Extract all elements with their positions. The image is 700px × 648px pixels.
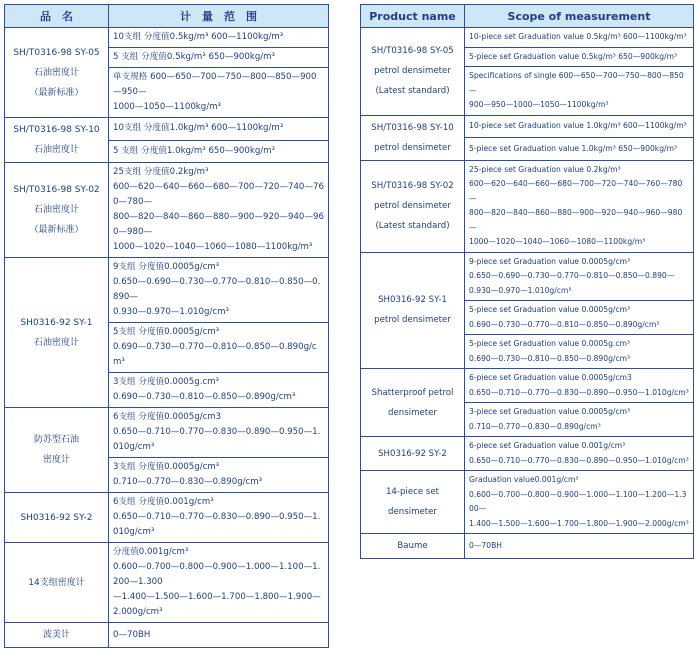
- product-name-text: Shatterproof petrol densimeter: [371, 387, 454, 418]
- table-body-cn: [5, 28, 329, 648]
- table-row: [5, 623, 329, 648]
- scope-text: 3-piece set Graduation value 0.0005g/cm³ 0.710—0.770—0.830—0.890g/cm³: [469, 407, 631, 431]
- table-row: [5, 28, 329, 48]
- scope-text: 5-piece set Graduation value 0.0005g/cm³ 0.690—0.730—0.770—0.810—0.850—0.890g/cm³: [469, 305, 660, 329]
- product-name-cell-en: [361, 252, 465, 369]
- product-name-text: 防苏型石油 密度计: [33, 435, 79, 465]
- scope-cell-en: [465, 47, 694, 67]
- product-name-text: 14支组密度计: [28, 577, 85, 588]
- product-name-text: SH0316-92 SY-2: [378, 448, 447, 459]
- scope-cell-en: [465, 160, 694, 252]
- scope-cell-cn: [109, 623, 329, 648]
- table-row: [361, 534, 694, 559]
- table-row: [5, 258, 329, 323]
- scope-cell-en: [465, 138, 694, 161]
- product-name-text: 波美计: [42, 630, 70, 640]
- scope-text: 10-piece set Graduation value 1.0kg/m³ 600—1100kg/m³: [469, 121, 687, 130]
- scope-cell-en: [465, 67, 694, 116]
- table-row: [361, 115, 694, 138]
- scope-cell-en: [465, 471, 694, 534]
- scope-text: 10-piece set Graduation value 0.5kg/m³ 600—1100kg/m³: [469, 32, 687, 41]
- chinese-spec-table: [4, 4, 329, 648]
- product-name-text: SH0316-92 SY-2: [20, 512, 93, 523]
- scope-cell-en: [465, 403, 694, 437]
- product-name-cell-cn: [5, 258, 109, 408]
- product-name-cell-en: [361, 471, 465, 534]
- product-name-cell-cn: [5, 118, 109, 163]
- scope-text: 6支组 分度值0.001g/cm³ 0.650—0.710—0.770—0.830—0.890—0.950—1.010g/cm³: [113, 497, 321, 537]
- product-name-cell-cn: [5, 543, 109, 623]
- scope-cell-cn: [109, 118, 329, 141]
- scope-text: 0—70BH: [469, 540, 503, 550]
- scope-text: 5支组 分度值0.0005g/cm³ 0.690—0.730—0.770—0.810—0.850—0.890g/cm³: [113, 327, 317, 367]
- table-row: [5, 163, 329, 258]
- table-row: [5, 543, 329, 623]
- scope-cell-cn: [109, 543, 329, 623]
- scope-cell-cn: [109, 140, 329, 163]
- product-name-text: SH0316-92 SY-1 petrol densimeter: [374, 295, 451, 326]
- table-row: [361, 160, 694, 252]
- product-name-text: SH/T0316-98 SY-02 石油密度计 （最新标准）: [13, 185, 100, 235]
- scope-text: 25支组 分度值0.2kg/m³ 600—620—640—660—680—700—720—740—760—780— 800—820—840—860—880—900—920—940—960—980— 1000—1020—1040—1060—1080—1100kg/m³: [113, 167, 324, 252]
- scope-text: 9支组 分度值0.0005g/cm³ 0.650—0.690—0.730—0.770—0.810—0.850—0.890— 0.930—0.970—1.010g/cm³: [113, 262, 321, 317]
- scope-text: 分度值0.001g/cm³ 0.600—0.700—0.800—0.900—1.000—1.100—1.200—1.300 —1.400—1.500—1.600—1.700—1.800—1.900—2.000g/cm³: [113, 547, 321, 617]
- scope-text: 5 支组 分度值1.0kg/m³ 650—900kg/m³: [113, 145, 275, 156]
- product-name-text: SH/T0316-98 SY-05 石油密度计 （最新标准）: [13, 47, 100, 98]
- product-name-cell-cn: [5, 163, 109, 258]
- scope-text: 5-piece set Graduation value 1.0kg/m³ 650—900kg/m³: [469, 143, 678, 153]
- scope-text: 10支组 分度值1.0kg/m³ 600—1100kg/m³: [113, 123, 284, 134]
- header-scope-cn: 计 量 范 围: [109, 5, 329, 28]
- product-name-text: SH/T0316-98 SY-10 petrol densimeter: [371, 122, 454, 153]
- product-name-cell-en: [361, 160, 465, 252]
- scope-cell-en: [465, 534, 694, 559]
- product-name-text: SH0316-92 SY-1 石油密度计: [20, 317, 93, 348]
- product-name-cell-en: [361, 115, 465, 160]
- scope-cell-cn: [109, 493, 329, 543]
- scope-text: 5-piece set Graduation value 0.0005g.cm³ 0.690—0.730—0.810—0.850—0.890g/cm³: [469, 339, 631, 363]
- english-spec-table: [360, 4, 694, 559]
- scope-cell-en: [465, 335, 694, 369]
- scope-cell-en: [465, 301, 694, 335]
- scope-text: 6支组 分度值0.0005g/cm3 0.650—0.710—0.770—0.830—0.890—0.950—1.010g/cm³: [113, 412, 321, 452]
- scope-text: 9-piece set Graduation value 0.0005g/cm³ 0.650—0.690—0.730—0.770—0.810—0.850—0.890— 0.930—0.970—1.010g/cm³: [469, 256, 675, 295]
- scope-cell-cn: [109, 68, 329, 118]
- scope-text: Graduation value0.001g/cm³ 0.600—0.700—0.800—0.900—1.000—1.100—1.200—1.300— 1.400—1.500—1.600—1.700—1.800—1.900—2.000g/cm³: [469, 475, 689, 528]
- table-row: [361, 369, 694, 403]
- scope-cell-cn: [109, 48, 329, 68]
- table-row: [361, 252, 694, 301]
- scope-cell-en: [465, 437, 694, 471]
- scope-text: 单支规格 600—650—700—750—800—850—900—950— 1000—1050—1100kg/m³: [113, 72, 317, 112]
- scope-text: 6-piece set Graduation value 0.0005g/cm3 0.650—0.710—0.770—0.830—0.890—0.950—1.010g/cm³: [469, 373, 689, 397]
- product-name-cell-en: [361, 437, 465, 471]
- table-row: [361, 28, 694, 48]
- table-row: [5, 408, 329, 458]
- table-body-en: [361, 28, 694, 559]
- scope-cell-en: [465, 252, 694, 301]
- product-name-text: SH/T0316-98 SY-02 petrol densimeter (Latest standard): [371, 181, 454, 231]
- scope-cell-en: [465, 369, 694, 403]
- header-scope-en: Scope of measurement: [465, 5, 694, 28]
- product-name-cell-en: [361, 369, 465, 437]
- scope-cell-en: [465, 115, 694, 138]
- scope-text: 25-piece set Graduation value 0.2kg/m³ 600—620—640—660—680—700—720—740—760—780— 800—820—840—860—880—900—920—940—960—980— 1000—1020—1040—1060—1080—1100kg/m³: [469, 164, 683, 246]
- scope-cell-cn: [109, 28, 329, 48]
- scope-cell-cn: [109, 373, 329, 408]
- scope-text: 0—70BH: [113, 629, 151, 640]
- scope-cell-cn: [109, 258, 329, 323]
- scope-cell-cn: [109, 408, 329, 458]
- table-row: [5, 493, 329, 543]
- table-row: [361, 471, 694, 534]
- header-product-name-cn: 品 名: [5, 5, 109, 28]
- scope-text: 3支组 分度值0.0005g/cm³ 0.710—0.770—0.830—0.890g/cm³: [113, 462, 263, 487]
- scope-cell-cn: [109, 163, 329, 258]
- product-name-cell-cn: [5, 408, 109, 493]
- scope-cell-cn: [109, 323, 329, 373]
- product-name-cell-en: [361, 28, 465, 116]
- scope-text: 10支组 分度值0.5kg/m³ 600—1100kg/m³: [113, 32, 284, 42]
- scope-cell-cn: [109, 458, 329, 493]
- scope-text: 6-piece set Graduation value 0.001g/cm³ 0.650—0.710—0.770—0.830—0.890—0.950—1.010g/cm³: [469, 441, 689, 465]
- table-row: [5, 118, 329, 141]
- product-name-text: 14-piece set densimeter: [385, 487, 440, 517]
- scope-text: 5-piece set Graduation value 0.5kg/m³ 650—900kg/m³: [469, 51, 678, 61]
- product-name-text: Baume: [397, 541, 428, 551]
- header-product-name-en: Product name: [361, 5, 465, 28]
- scope-text: 3支组 分度值0.0005g.cm³ 0.690—0.730—0.810—0.850—0.890g/cm³: [113, 377, 296, 402]
- product-name-cell-en: [361, 534, 465, 559]
- product-name-text: SH/T0316-98 SY-05 petrol densimeter (Latest standard): [371, 46, 454, 97]
- product-name-text: SH/T0316-98 SY-10 石油密度计: [13, 125, 100, 155]
- product-name-cell-cn: [5, 623, 109, 648]
- product-name-cell-cn: [5, 28, 109, 118]
- scope-cell-en: [465, 28, 694, 48]
- scope-text: 5 支组 分度值0.5kg/m³ 650—900kg/m³: [113, 52, 275, 62]
- product-name-cell-cn: [5, 493, 109, 543]
- scope-text: Specifications of single 600—650—700—750—800—850— 900—950—1000—1050—1100kg/m³: [469, 71, 684, 109]
- table-row: [361, 437, 694, 471]
